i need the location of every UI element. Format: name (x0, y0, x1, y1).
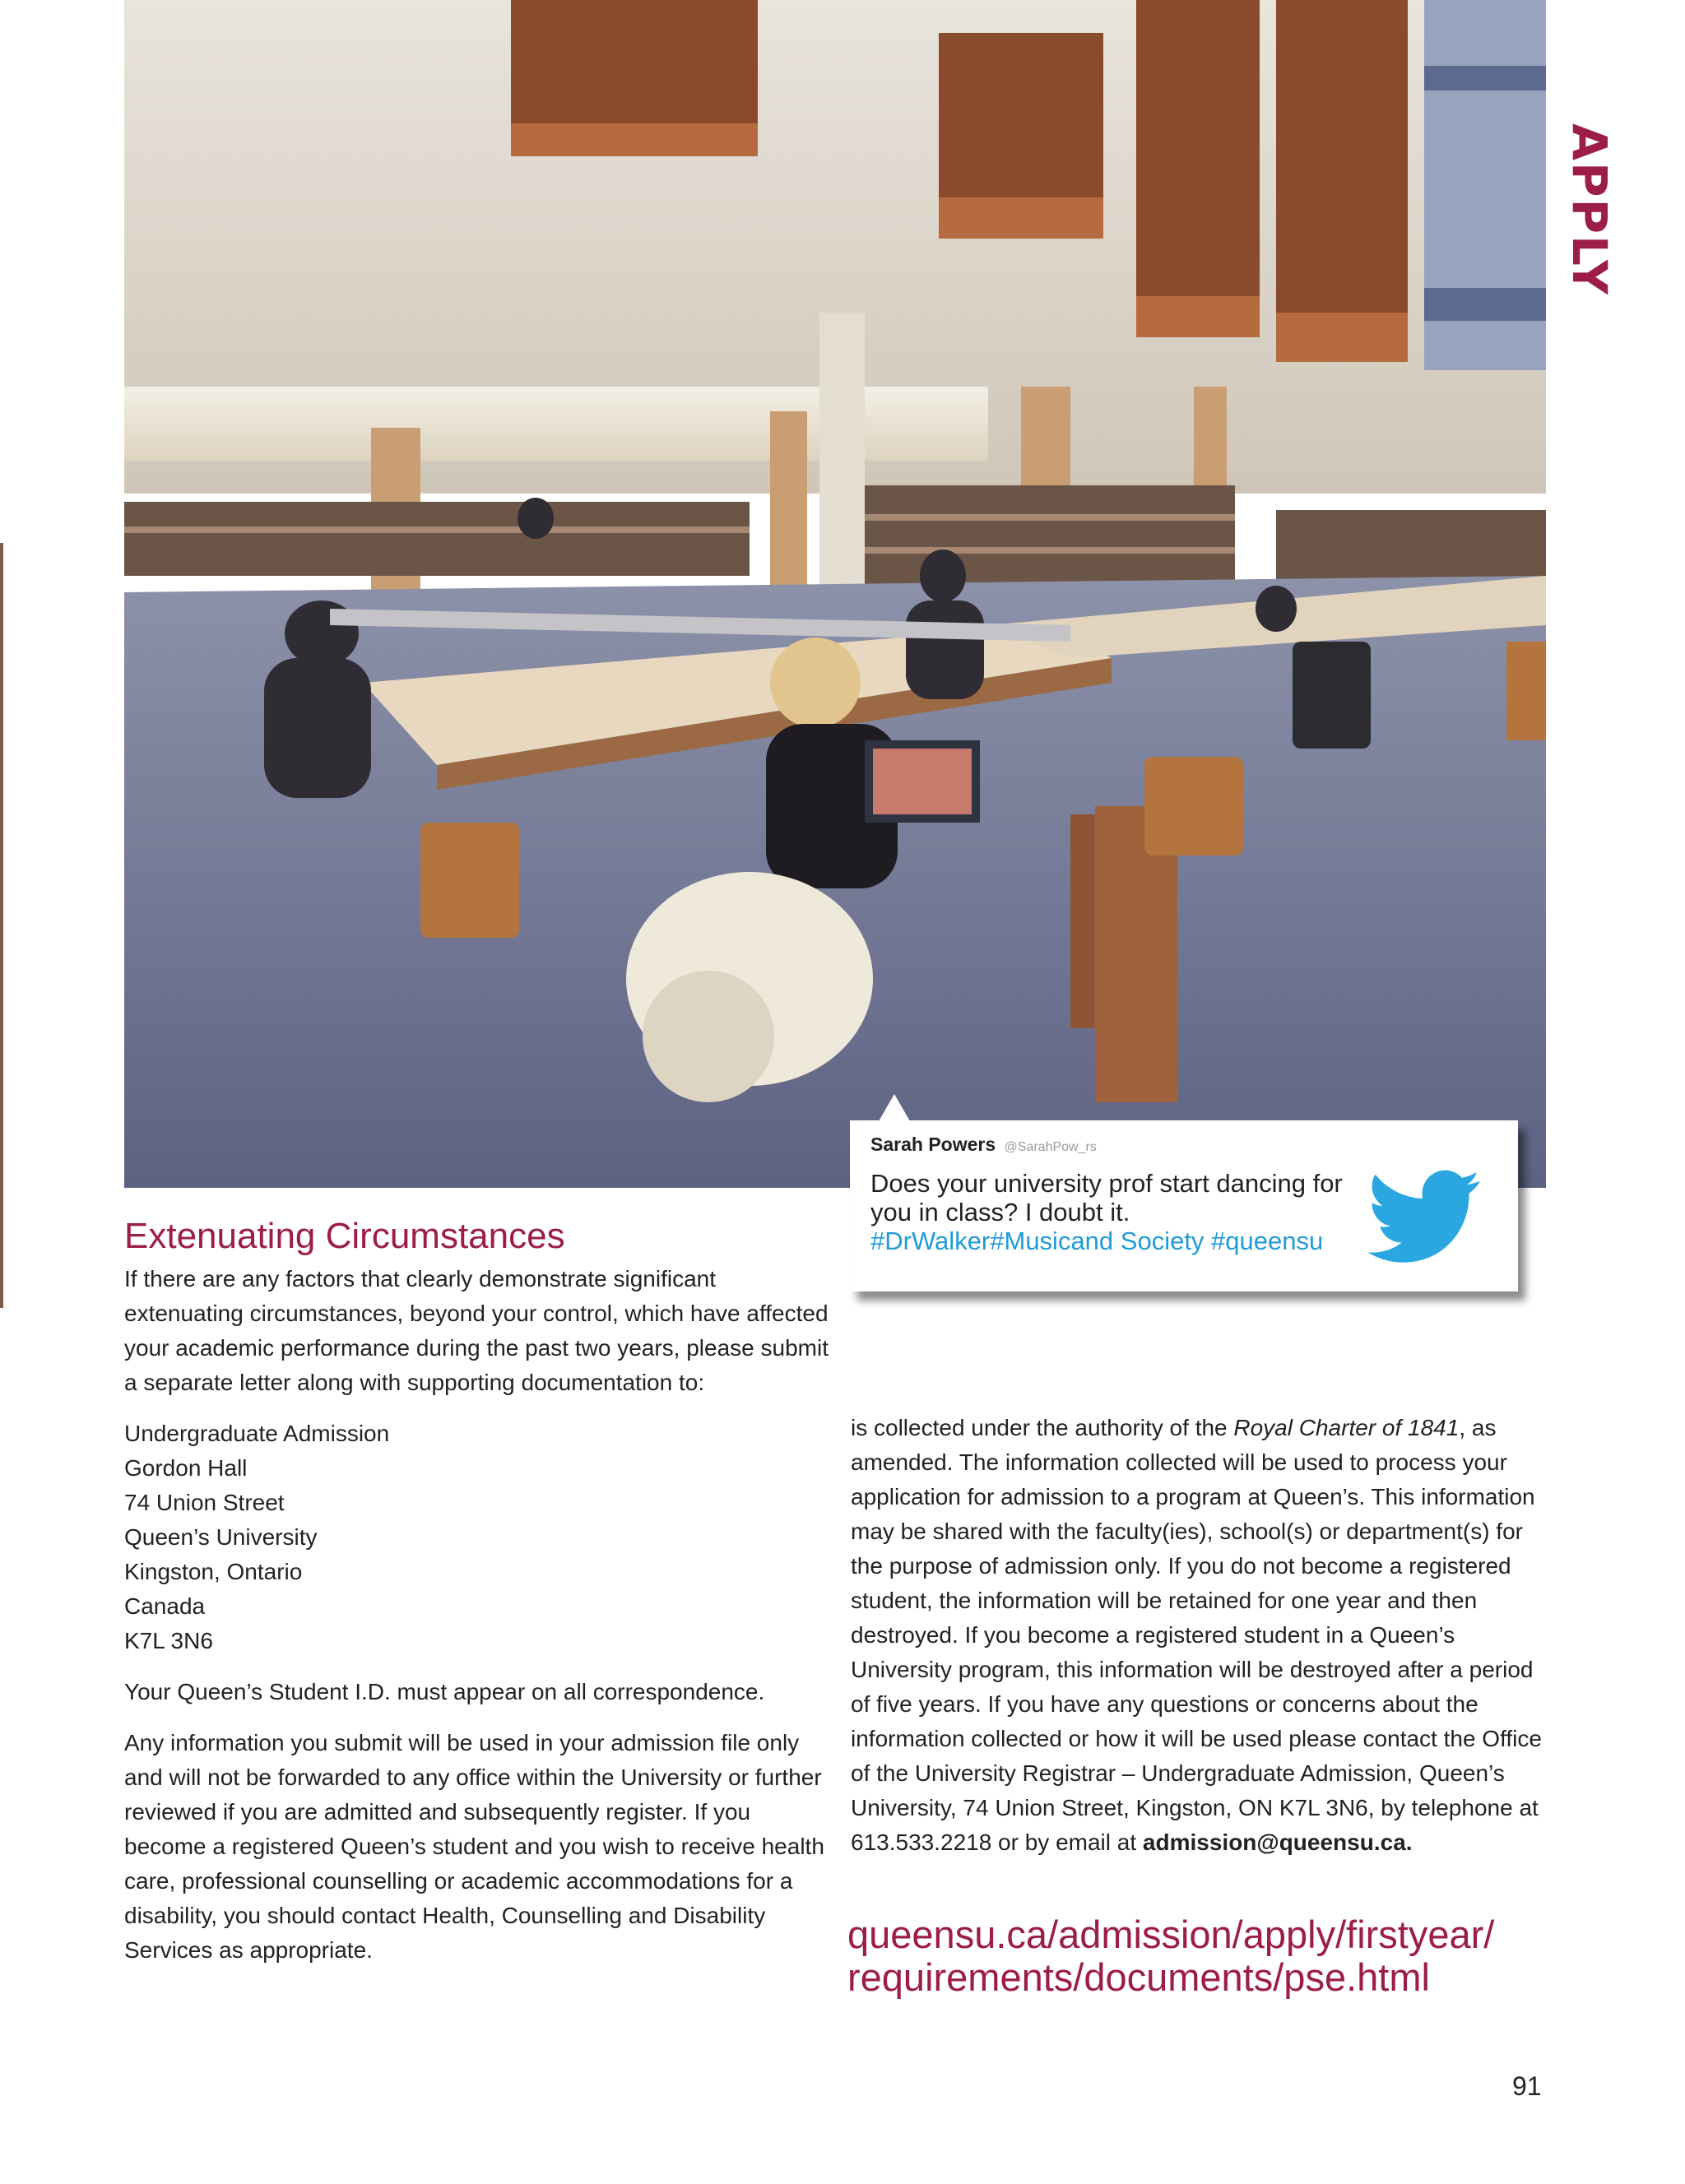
privacy-paragraph (851, 1411, 1550, 1860)
url-line-1[interactable]: queensu.ca/admission/apply/firstyear/ (847, 1913, 1495, 1956)
twitter-bird-icon (1368, 1170, 1482, 1264)
tweet-header (870, 1134, 1498, 1156)
tweet-body (870, 1169, 1364, 1255)
side-tab-label: APPLY (1562, 123, 1618, 296)
id-note: Your Queen’s Student I.D. must appear on all correspondence. (124, 1679, 765, 1704)
library-photo (124, 0, 1546, 1188)
section-side-tab (1557, 123, 1622, 296)
address-line: Kingston, Ontario (124, 1559, 303, 1584)
address-line: Canada (124, 1593, 206, 1619)
admission-email-link[interactable]: admission@queensu.ca. (1142, 1829, 1413, 1855)
tweet-handle: @SarahPow_rs (1004, 1140, 1097, 1154)
address-line: Undergraduate Admission (124, 1421, 390, 1446)
intro-paragraph: If there are any factors that clearly demonstrate significant extenuating circumstances, beyond your control, which have affected your academic performance during the past two years, please submit a separate letter along with supporting documentation to: (124, 1266, 829, 1395)
url-line-2[interactable]: requirements/documents/pse.html (847, 1955, 1430, 1999)
tweet-text: Does your university prof start dancing for you in class? I doubt it. (870, 1169, 1343, 1226)
section-heading: Extenuating Circumstances (124, 1216, 565, 1256)
tweet-author: Sarah Powers (870, 1134, 996, 1155)
address-line: Queen’s University (124, 1524, 318, 1550)
address-line: K7L 3N6 (124, 1628, 213, 1653)
privacy-lead: is collected under the authority of the (851, 1415, 1234, 1440)
address-line: 74 Union Street (124, 1490, 285, 1515)
info-paragraph: Any information you submit will be used in your admission file only and will not be forwarded to any office within the University or further reviewed if you are admitted and subsequently register. If you become a registered Queen’s student and you wish to receive health care, professional counselling or academic accommodations for a disability, you should contact Health, Counselling and Disability Services as appropriate. (124, 1730, 824, 1963)
left-column (124, 1262, 832, 1968)
tweet-card (850, 1120, 1518, 1291)
mailing-address (124, 1417, 832, 1658)
pse-url-link[interactable] (847, 1913, 1494, 1999)
edge-strip (0, 543, 3, 1308)
address-line: Gordon Hall (124, 1455, 248, 1481)
royal-charter: Royal Charter of 1841 (1233, 1415, 1460, 1440)
tweet-pointer (879, 1094, 910, 1121)
right-column (851, 1411, 1550, 1860)
page-number: 91 (1512, 2071, 1542, 2101)
privacy-body: , as amended. The information collected will be used to process your application for admission to a program at Queen’s. This information may be shared with the faculty(ies), school(s) or department(s) for the purpose of admission only. If you do not become a registered student, the information will be retained for one year and then destroyed. If you become a registered student in a Queen’s University program, this information will be destroyed after a period of five years. If you have any questions or concerns about the information collected or how it will be used please contact the Office of the University Registrar – Undergraduate Admission, Queen’s University, 74 Union Street, Kingston, ON K7L 3N6, by telephone at 613.533.2218 or by email at (851, 1415, 1542, 1855)
tweet-hashtags[interactable]: #DrWalker#Musicand Society #queensu (870, 1226, 1324, 1255)
